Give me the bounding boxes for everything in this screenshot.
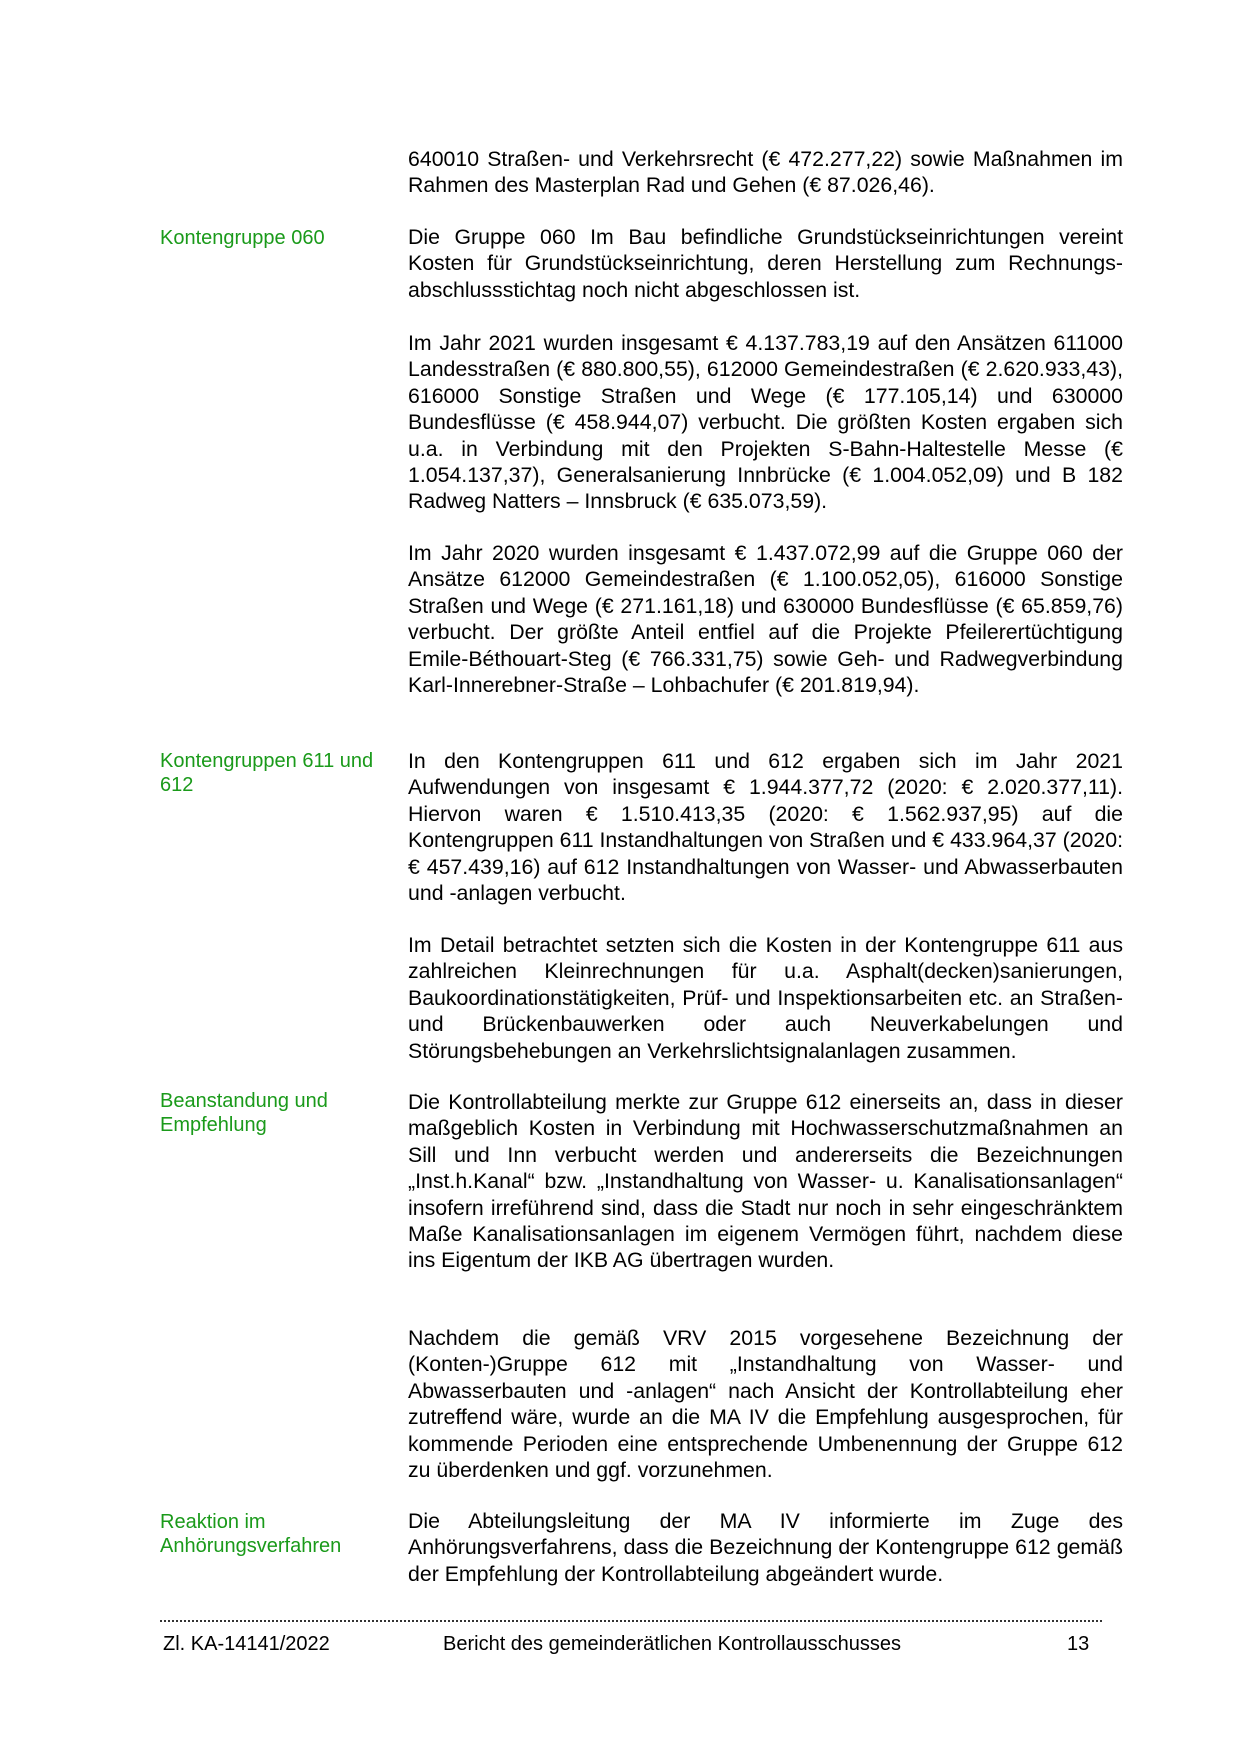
- section-label-kontengruppen-611-612: Kontengruppen 611 und 612: [160, 750, 374, 796]
- footer-reference: Zl. KA-14141/2022: [163, 1633, 330, 1655]
- paragraph: Im Jahr 2020 wurden insgesamt € 1.437.072,99 auf die Gruppe 060 der Ansätze 612000 Gemeindestraßen (€ 1.100.052,05), 616000 Sonstige Straßen und Wege (€ 271.161,18) und 630000 Bundesflüsse (€ 65.859,76) verbucht. Der größte Anteil entfiel auf die Projekte Pfeilerertüchtigung Emile-Béthouart-Steg (€ 766.331,75) sowie Geh- und Radwegverbindung Karl-Innerebner-Straße – Lohbachufer (€ 201.819,94).: [408, 541, 1123, 698]
- paragraph: Die Gruppe 060 Im Bau befindliche Grundstückseinrichtungen vereint Kosten für Grundstückseinrichtung, deren Herstellung zum Rechnungsabschlussstichtag noch nicht abgeschlossen ist.: [408, 225, 1123, 302]
- paragraph: Im Jahr 2021 wurden insgesamt € 4.137.783,19 auf den Ansätzen 611000 Landesstraßen (€ 880.800,55), 612000 Gemeindestraßen (€ 2.620.933,43), 616000 Sonstige Straßen und Wege (€ 177.105,14) und 630000 Bundesflüsse (€ 458.944,07) verbucht. Die größten Kosten ergaben sich u.a. in Verbindung mit den Projekten S-Bahn-Haltestelle Messe (€ 1.054.137,37), Generalsanierung Innbrücke (€ 1.004.052,09) und B 182 Radweg Natters – Innsbruck (€ 635.073,59).: [408, 331, 1123, 514]
- footer-divider: [160, 1620, 1102, 1622]
- paragraph: Die Kontrollabteilung merkte zur Gruppe 612 einerseits an, dass in dieser maßgeblich Kosten in Verbindung mit Hochwasserschutzmaßnahmen an Sill und Inn verbucht werden und andererseits die Bezeichnungen „Inst.h.Kanal“ bzw. „Instandhaltung von Wasser- u. Kanalisationsanlagen“ insofern irreführend sind, dass die Stadt nur noch in sehr eingeschränktem Maße Kanalisationsanlagen im eigenem Vermögen führt, nachdem diese ins Eigentum der IKB AG übertragen wurden.: [408, 1090, 1123, 1273]
- section-label-beanstandung: Beanstandung und Empfehlung: [160, 1090, 328, 1136]
- paragraph: Die Abteilungsleitung der MA IV informierte im Zuge des Anhörungsverfahrens, dass die Bezeichnung der Kontengruppe 612 gemäß der Empfehlung der Kontrollabteilung abgeändert wurde.: [408, 1509, 1123, 1586]
- paragraph: In den Kontengruppen 611 und 612 ergaben sich im Jahr 2021 Aufwendungen von insgesamt € 1.944.377,72 (2020: € 2.020.377,11). Hiervon waren € 1.510.413,35 (2020: € 1.562.937,95) auf die Kontengruppen 611 Instandhaltungen von Straßen und € 433.964,37 (2020: € 457.439,16) auf 612 Instandhaltungen von Wasser- und Abwasserbauten und -anlagen verbucht.: [408, 749, 1123, 906]
- paragraph: Nachdem die gemäß VRV 2015 vorgesehene Bezeichnung der (Konten-)Gruppe 612 mit „Instandhaltung von Wasser- und Abwasserbauten und -anlagen“ nach Ansicht der Kontrollabteilung eher zutreffend wäre, wurde an die MA IV die Empfehlung ausgesprochen, für kommende Perioden eine entsprechende Umbenennung der Gruppe 612 zu überdenken und ggf. vorzunehmen.: [408, 1326, 1123, 1483]
- page-number: 13: [1067, 1633, 1090, 1655]
- paragraph: Im Detail betrachtet setzten sich die Kosten in der Kontengruppe 611 aus zahlreichen Kleinrechnungen für u.a. Asphalt(decken)sanierungen, Baukoordinationstätigkeiten, Prüf- und Inspektionsarbeiten etc. an Straßen- und Brückenbauwerken oder auch Neuverkabelungen und Störungsbehebungen an Verkehrslichtsignalanlagen zusammen.: [408, 933, 1123, 1063]
- section-label-reaktion: Reaktion im Anhörungsverfahren: [160, 1511, 342, 1557]
- section-label-kontengruppe-060: Kontengruppe 060: [160, 227, 325, 249]
- footer-title: Bericht des gemeinderätlichen Kontrollausschusses: [443, 1633, 902, 1655]
- paragraph: 640010 Straßen- und Verkehrsrecht (€ 472.277,22) sowie Maßnahmen im Rahmen des Masterplan Rad und Gehen (€ 87.026,46).: [408, 147, 1123, 198]
